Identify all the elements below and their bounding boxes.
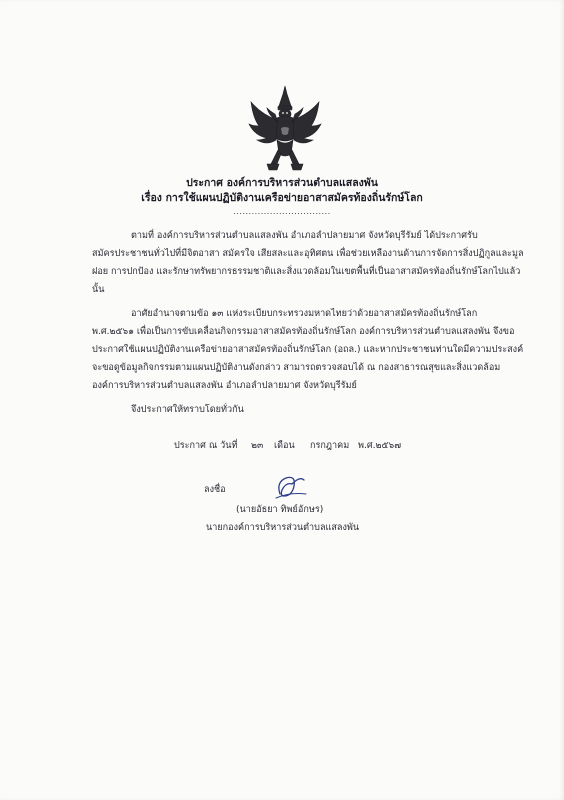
title-divider: ................................ bbox=[233, 207, 331, 216]
date-month: กรกฎาคม bbox=[310, 441, 350, 451]
date-day: ๒๓ bbox=[251, 441, 264, 451]
announcement-title: ประกาศ องค์การบริหารส่วนตำบลแสลงพัน bbox=[186, 177, 378, 189]
garuda-emblem-icon bbox=[247, 84, 323, 174]
closing-line: จึงประกาศให้ทราบโดยทั่วกัน bbox=[131, 405, 244, 415]
signature-mark bbox=[270, 472, 310, 502]
paragraph-2-line-5: องค์การบริหารส่วนตำบลแสลงพัน อำเภอลำปลายมาศ จังหวัดบุรีรัมย์ bbox=[92, 381, 357, 391]
paragraph-2-line-4: จะขอดูข้อมูลกิจกรรมตามแผนปฏิบัติงานดังกล่าว สามารถตรวจสอบได้ ณ กองสาธารณสุขและสิ่งแวดล้อม bbox=[92, 363, 501, 373]
date-year: พ.ศ.๒๕๖๗ bbox=[358, 441, 402, 451]
paragraph-2-line-1: อาศัยอำนาจตามข้อ ๑๓ แห่งระเบียบกระทรวงมหาดไทยว่าด้วยอาสาสมัครท้องถิ่นรักษ์โลก bbox=[131, 309, 478, 319]
signatory-name: (นายอัธยา ทิพย์อักษร) bbox=[236, 505, 324, 515]
announcement-subject: เรื่อง การใช้แผนปฏิบัติงานเครือข่ายอาสาสมัครท้องถิ่นรักษ์โลก bbox=[141, 192, 423, 204]
date-label: ประกาศ ณ วันที่ bbox=[174, 441, 238, 451]
paragraph-1-line-2: สมัครประชาชนทั่วไปที่มีจิตอาสา สมัครใจ เสียสละและอุทิศตน เพื่อช่วยเหลืองานด้านการจัดการสิ่งปฏิกูลและมูล bbox=[92, 249, 524, 259]
signatory-position: นายกองค์การบริหารส่วนตำบลแสลงพัน bbox=[206, 523, 360, 533]
date-month-label: เดือน bbox=[274, 441, 295, 451]
sign-label: ลงชื่อ bbox=[204, 485, 226, 495]
paragraph-2-line-2: พ.ศ.๒๕๖๑ เพื่อเป็นการขับเคลื่อนกิจกรรมอาสาสมัครท้องถิ่นรักษ์โลก องค์การบริหารส่วนตำบลแสลงพัน จึงขอ bbox=[92, 327, 515, 337]
paragraph-1-line-1: ตามที่ องค์การบริหารส่วนตำบลแสลงพัน อำเภอลำปลายมาศ จังหวัดบุรีรัมย์ ได้ประกาศรับ bbox=[131, 231, 478, 241]
paragraph-2-line-3: ประกาศใช้แผนปฏิบัติงานเครือข่ายอาสาสมัครท้องถิ่นรักษ์โลก (อถล.) และหากประชาชนท่านใดมีความประสงค์ bbox=[92, 345, 524, 355]
paragraph-1-line-4: นั้น bbox=[92, 285, 105, 295]
paragraph-1-line-3: ฝอย การปกป้อง และรักษาทรัพยากรธรรมชาติและสิ่งแวดล้อมในเขตพื้นที่เป็นอาสาสมัครท้องถิ่นรักษ์โลกไปแล้ว bbox=[92, 267, 521, 277]
